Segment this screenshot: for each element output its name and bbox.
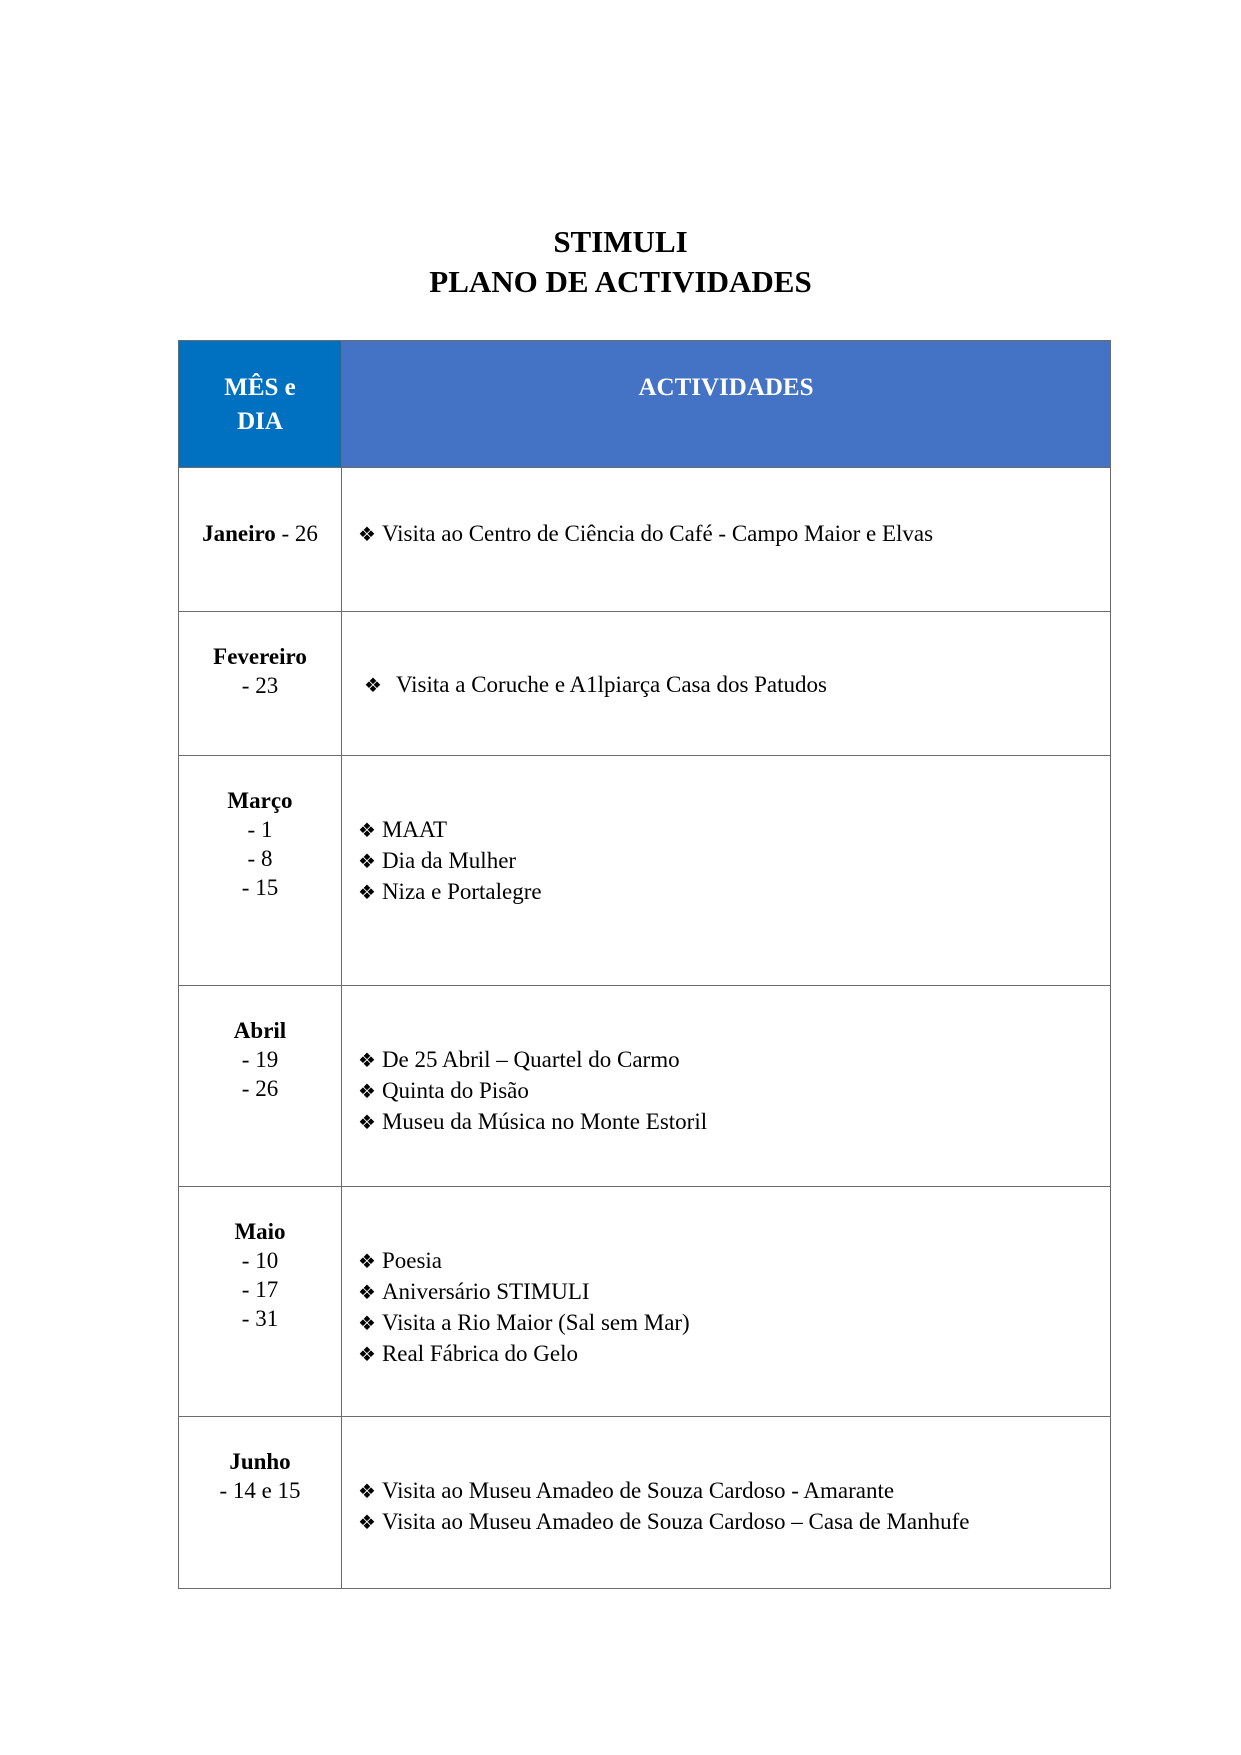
day-value: - 31	[241, 1306, 279, 1331]
activity-item	[358, 815, 1110, 846]
day-value: - 8	[247, 846, 273, 871]
activity-item	[358, 877, 1110, 908]
title-line-2: PLANO DE ACTIVIDADES	[429, 264, 812, 299]
four-diamond-bullet-icon: ❖	[358, 1050, 376, 1072]
day-value: - 15	[241, 875, 279, 900]
activities-cell	[342, 756, 1111, 986]
four-diamond-bullet-icon: ❖	[358, 820, 376, 842]
month-cell	[179, 468, 342, 612]
activities-table	[178, 340, 1111, 1589]
month-cell	[179, 1417, 342, 1589]
activity-item	[358, 1246, 1110, 1277]
activities-cell	[342, 1187, 1111, 1417]
month-name: Abril	[233, 1018, 287, 1043]
four-diamond-bullet-icon: ❖	[358, 1512, 376, 1534]
four-diamond-bullet-icon: ❖	[358, 1344, 376, 1366]
month-cell	[179, 756, 342, 986]
activity-text: Visita ao Centro de Ciência do Café - Campo Maior e Elvas	[381, 521, 934, 546]
four-diamond-bullet-icon: ❖	[358, 524, 376, 546]
activity-item	[358, 1507, 1110, 1538]
month-name: Junho	[229, 1449, 291, 1474]
activities-cell	[342, 1417, 1111, 1589]
activity-text: Niza e Portalegre	[381, 879, 542, 904]
activities-cell	[342, 612, 1111, 756]
header-month-day	[179, 341, 342, 468]
header-month-line1: MÊS e	[224, 374, 296, 401]
activity-text: Quinta do Pisão	[381, 1078, 529, 1103]
four-diamond-bullet-icon: ❖	[358, 851, 376, 873]
four-diamond-bullet-icon: ❖	[358, 1251, 376, 1273]
day-value: - 26	[281, 521, 318, 546]
table-row	[179, 756, 1111, 986]
day-value: - 10	[241, 1248, 279, 1273]
title-line-1: STIMULI	[553, 224, 688, 259]
table-row	[179, 986, 1111, 1187]
activity-text: De 25 Abril – Quartel do Carmo	[381, 1047, 680, 1072]
activity-item	[358, 1339, 1110, 1370]
month-name: Maio	[234, 1219, 286, 1244]
activities-cell	[342, 986, 1111, 1187]
activity-item	[364, 670, 1110, 701]
activity-item	[358, 1076, 1110, 1107]
four-diamond-bullet-icon: ❖	[358, 1481, 376, 1503]
activity-text: Real Fábrica do Gelo	[381, 1341, 579, 1366]
four-diamond-bullet-icon: ❖	[358, 1313, 376, 1335]
month-name: Janeiro	[202, 521, 276, 546]
activity-item	[358, 846, 1110, 877]
day-value: - 17	[241, 1277, 279, 1302]
table-row	[179, 1187, 1111, 1417]
day-value: - 19	[241, 1047, 279, 1072]
header-month-line2: DIA	[237, 408, 283, 435]
month-cell	[179, 612, 342, 756]
day-value: - 23	[241, 673, 279, 698]
activity-text: Dia da Mulher	[381, 848, 517, 873]
activity-text: Visita ao Museu Amadeo de Souza Cardoso - Amarante	[381, 1478, 895, 1503]
activity-text: Visita ao Museu Amadeo de Souza Cardoso – Casa de Manhufe	[381, 1509, 970, 1534]
day-value: - 1	[247, 817, 273, 842]
four-diamond-bullet-icon: ❖	[358, 1282, 376, 1304]
activity-text: Museu da Música no Monte Estoril	[381, 1109, 708, 1134]
table-header-row	[179, 341, 1111, 468]
day-value: - 14 e 15	[219, 1478, 301, 1503]
four-diamond-bullet-icon: ❖	[364, 675, 382, 697]
four-diamond-bullet-icon: ❖	[358, 882, 376, 904]
header-activities: ACTIVIDADES	[342, 341, 1111, 468]
activity-item	[358, 1107, 1110, 1138]
activity-item	[358, 519, 1110, 550]
activity-text: MAAT	[381, 817, 448, 842]
month-name: Fevereiro	[213, 644, 307, 669]
month-cell	[179, 986, 342, 1187]
table-row	[179, 1417, 1111, 1589]
month-cell	[179, 1187, 342, 1417]
month-name: Março	[227, 788, 293, 813]
four-diamond-bullet-icon: ❖	[358, 1081, 376, 1103]
activity-item	[358, 1476, 1110, 1507]
day-value: - 26	[241, 1076, 279, 1101]
activity-text: Aniversário STIMULI	[381, 1279, 590, 1304]
four-diamond-bullet-icon: ❖	[358, 1112, 376, 1134]
activity-text: Poesia	[381, 1248, 442, 1273]
activity-item	[358, 1045, 1110, 1076]
activities-cell	[342, 468, 1111, 612]
activity-item	[358, 1308, 1110, 1339]
document-title	[0, 222, 1241, 302]
activity-item	[358, 1277, 1110, 1308]
activity-text: Visita a Coruche e A1lpiarça Casa dos Patudos	[395, 672, 827, 697]
table-row	[179, 468, 1111, 612]
activity-text: Visita a Rio Maior (Sal sem Mar)	[381, 1310, 690, 1335]
table-row	[179, 612, 1111, 756]
